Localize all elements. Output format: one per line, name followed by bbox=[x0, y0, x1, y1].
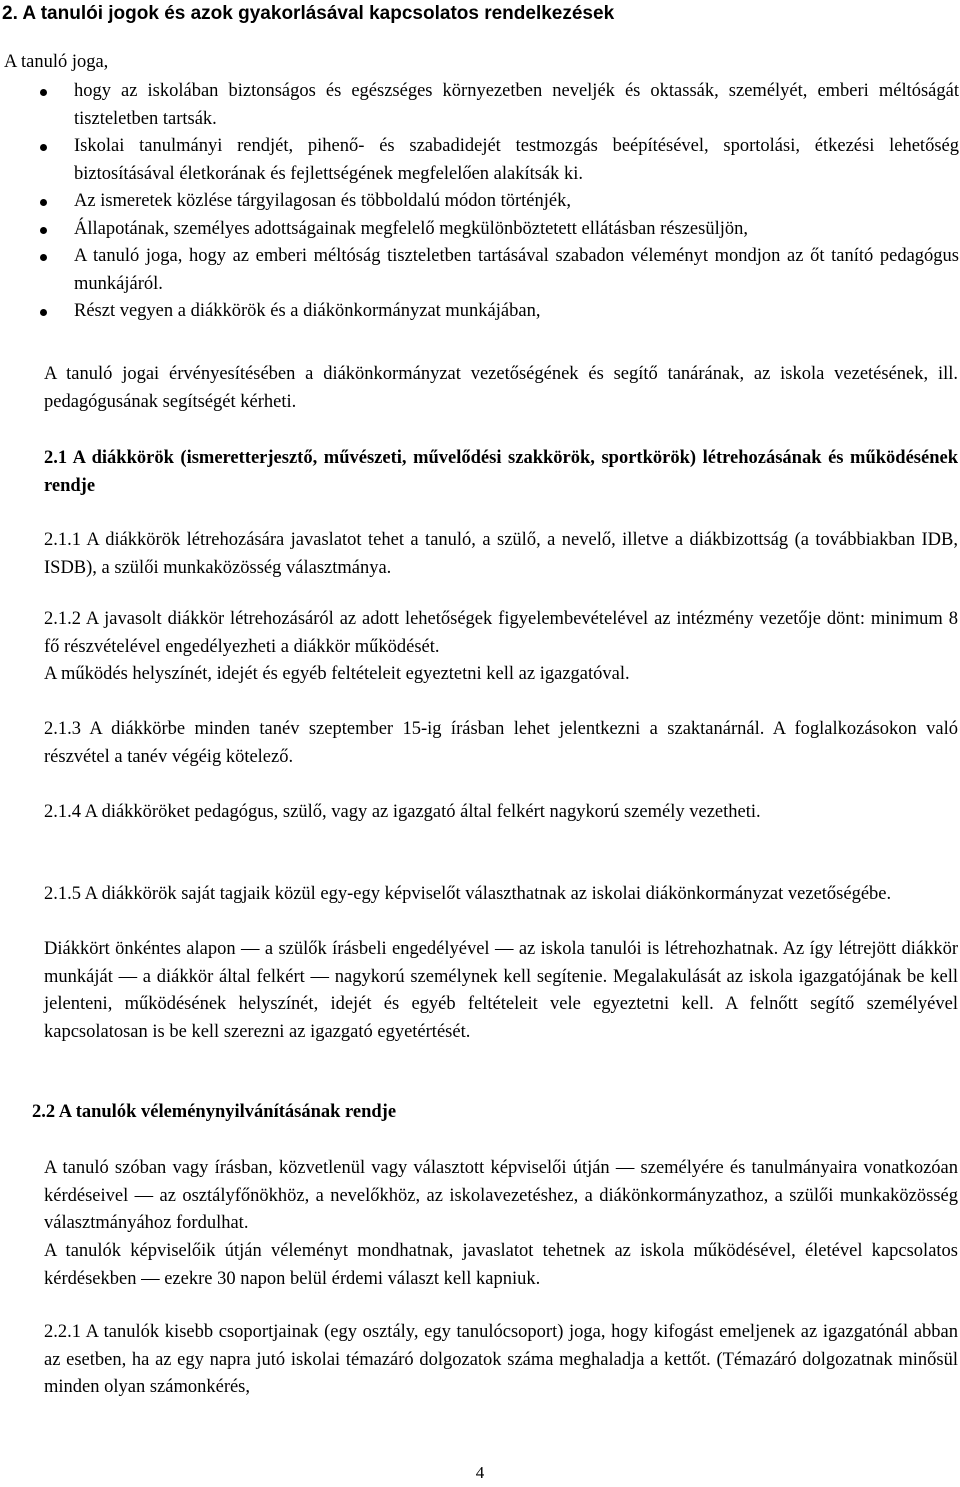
intro-text: A tanuló joga, bbox=[4, 52, 109, 72]
paragraph-2-2-b: A tanulók képviselőik útján véleményt mondhatnak, javaslatot tehetnek az iskola működésével, életével kapcsolatos kérdésekben — ezekre 30 napon belül érdemi választ kell kapniuk. bbox=[44, 1241, 958, 1289]
list-item: Az ismeretek közlése tárgyilagosan és többoldalú módon történjék, bbox=[0, 188, 959, 216]
paragraph-2-2-1: 2.2.1 A tanulók kisebb csoportjainak (egy osztály, egy tanulócsoport) joga, hogy kifogást emeljenek az igazgatónál abban az esetben, ha az egy napra jutó iskolai témazáró dolgozatok száma meghaladja a kettőt. (Témazáró dolgozatnak minősül minden olyan számonkérés, bbox=[44, 1322, 958, 1397]
section-heading-2-1: 2.1 A diákkörök (ismeretterjesztő, művészeti, művelődési szakkörök, sportkörök) létrehozásának és működésének rendje bbox=[44, 448, 958, 496]
list-item: A tanuló joga, hogy az emberi méltóság tiszteletben tartásával szabadon véleményt mondjon az őt tanító pedagógus munkájáról. bbox=[0, 243, 959, 298]
bullet-icon bbox=[40, 199, 47, 206]
list-item: hogy az iskolában biztonságos és egészséges környezetben neveljék és oktassák, személyét, emberi méltóságát tiszteletben tartsák. bbox=[0, 78, 959, 133]
list-item: Részt vegyen a diákkörök és a diákönkormányzat munkájában, bbox=[0, 298, 959, 326]
bullet-icon bbox=[40, 89, 47, 96]
paragraph-rights: A tanuló jogai érvényesítésében a diákönkormányzat vezetőségének és segítő tanárának, az iskola vezetésének, ill. pedagógusának segítségét kérheti. bbox=[44, 364, 958, 412]
paragraph-2-1-2: 2.1.2 A javasolt diákkör létrehozásáról az adott lehetőségek figyelembevételével az intézmény vezetője dönt: minimum 8 fő részvételével engedélyezheti a diákkör működését. bbox=[44, 609, 958, 657]
bullet-icon bbox=[40, 227, 47, 234]
page-title: 2. A tanulói jogok és azok gyakorlásával kapcsolatos rendelkezések bbox=[2, 3, 615, 24]
paragraph-2-1-2-cont: A működés helyszínét, idejét és egyéb feltételeit egyeztetni kell az igazgatóval. bbox=[44, 664, 630, 684]
page-number: 4 bbox=[475, 1463, 485, 1482]
rights-list bbox=[0, 78, 960, 326]
bullet-icon bbox=[40, 254, 47, 261]
paragraph-2-1-5-cont: Diákkört önkéntes alapon — a szülők írásbeli engedélyével — az iskola tanulói is létrehozhatnak. Az így létrejött diákkör munkáját — a diákkör által felkért — nagykorú személynek kell segítenie. Megalakulását az iskola igazgatójának be kell jelenteni, működésének helyszínét, idejét és egyéb feltételeit vele egyeztetni kell. A felnőtt segítő személyével kapcsolatosan is be kell szerezni az igazgató egyetértését. bbox=[44, 939, 958, 1042]
list-item: Iskolai tanulmányi rendjét, pihenő- és szabadidejét testmozgás beépítésével, sportolási, étkezési lehetőség biztosításával életkorának és fejlettségének megfelelően alakítsák ki. bbox=[0, 133, 959, 188]
section-heading-2-2: 2.2 A tanulók véleménynyilvánításának rendje bbox=[32, 1102, 397, 1122]
paragraph-2-1-5: 2.1.5 A diákkörök saját tagjaik közül egy-egy képviselőt választhatnak az iskolai diákönkormányzat vezetőségébe. bbox=[44, 884, 892, 904]
paragraph-2-1-1: 2.1.1 A diákkörök létrehozására javaslatot tehet a tanuló, a szülő, a nevelő, illetve a diákbizottság (a továbbiakban IDB, ISDB), a szülői munkaközösség választmánya. bbox=[44, 530, 958, 578]
paragraph-2-2-a: A tanuló szóban vagy írásban, közvetlenül vagy választott képviselői útján — személyére és tanulmányaira vonatkozóan kérdéseivel — az osztályfőnökhöz, a nevelőkhöz, az iskolavezetéshez, a diákönkormányzathoz, a szülői munkaközösség választmányához fordulhat. bbox=[44, 1158, 958, 1233]
paragraph-2-1-3: 2.1.3 A diákkörbe minden tanév szeptember 15-ig írásban lehet jelentkezni a szaktanárnál. A foglalkozásokon való részvétel a tanév végéig kötelező. bbox=[44, 719, 958, 767]
bullet-icon bbox=[40, 309, 47, 316]
list-item: Állapotának, személyes adottságainak megfelelő megkülönböztetett ellátásban részesüljön, bbox=[0, 216, 959, 244]
paragraph-2-1-4: 2.1.4 A diákköröket pedagógus, szülő, vagy az igazgató által felkért nagykorú személy vezetheti. bbox=[44, 802, 761, 822]
bullet-icon bbox=[40, 144, 47, 151]
